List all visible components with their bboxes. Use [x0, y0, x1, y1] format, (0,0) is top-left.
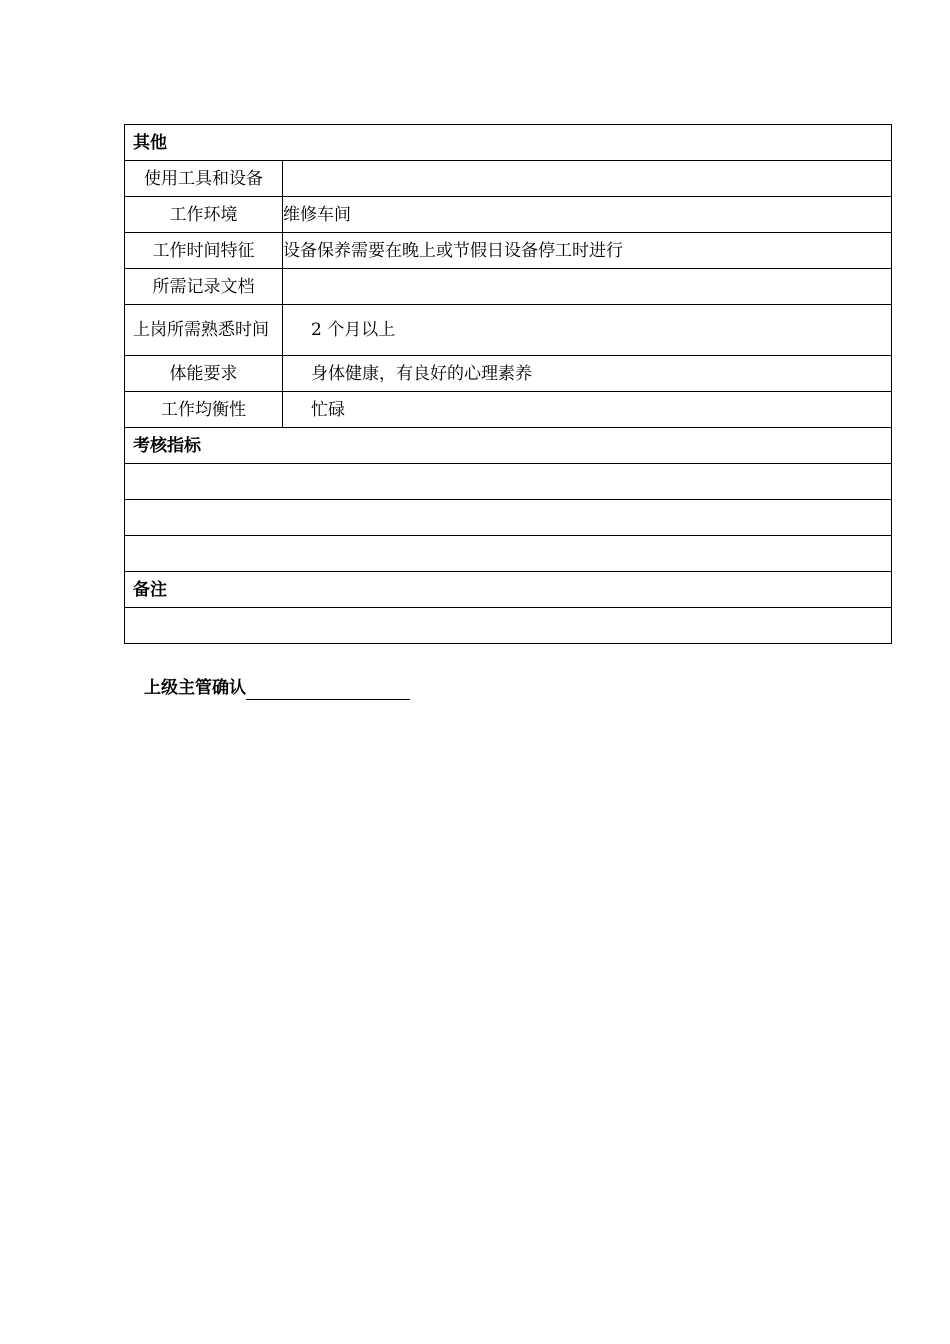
table-row-blank	[125, 536, 892, 572]
section-notes-title: 备注	[125, 572, 892, 608]
blank-cell	[125, 500, 892, 536]
section-other-header	[125, 125, 892, 161]
row-value-work-time: 设备保养需要在晚上或节假日设备停工时进行	[283, 233, 892, 269]
signature-label: 上级主管确认	[144, 678, 246, 698]
row-value-documents	[283, 269, 892, 305]
row-label-work-time: 工作时间特征	[125, 233, 283, 269]
section-assessment-header	[125, 428, 892, 464]
blank-cell	[125, 608, 892, 644]
signature-line	[246, 679, 410, 700]
section-notes-header	[125, 572, 892, 608]
blank-cell	[125, 464, 892, 500]
table-row-work-time	[125, 233, 892, 269]
row-value-tools	[283, 161, 892, 197]
table-row-familiarization	[125, 305, 892, 356]
supervisor-confirmation	[144, 676, 410, 700]
table-row-blank	[125, 500, 892, 536]
row-label-physical: 体能要求	[125, 356, 283, 392]
section-assessment-title: 考核指标	[125, 428, 892, 464]
table-row-environment	[125, 197, 892, 233]
row-label-environment: 工作环境	[125, 197, 283, 233]
blank-cell	[125, 536, 892, 572]
row-value-familiarization: 2 个月以上	[283, 305, 892, 356]
row-label-familiarization: 上岗所需熟悉时间	[125, 305, 283, 356]
row-value-balance: 忙碌	[283, 392, 892, 428]
row-label-balance: 工作均衡性	[125, 392, 283, 428]
table-row-balance	[125, 392, 892, 428]
table-row-blank	[125, 608, 892, 644]
table-row-blank	[125, 464, 892, 500]
row-value-physical: 身体健康，有良好的心理素养	[283, 356, 892, 392]
row-label-tools: 使用工具和设备	[125, 161, 283, 197]
table-row-physical	[125, 356, 892, 392]
row-label-documents: 所需记录文档	[125, 269, 283, 305]
job-description-table	[124, 124, 892, 644]
row-value-environment: 维修车间	[283, 197, 892, 233]
table-row-tools	[125, 161, 892, 197]
table-row-documents	[125, 269, 892, 305]
section-other-title: 其他	[125, 125, 892, 161]
